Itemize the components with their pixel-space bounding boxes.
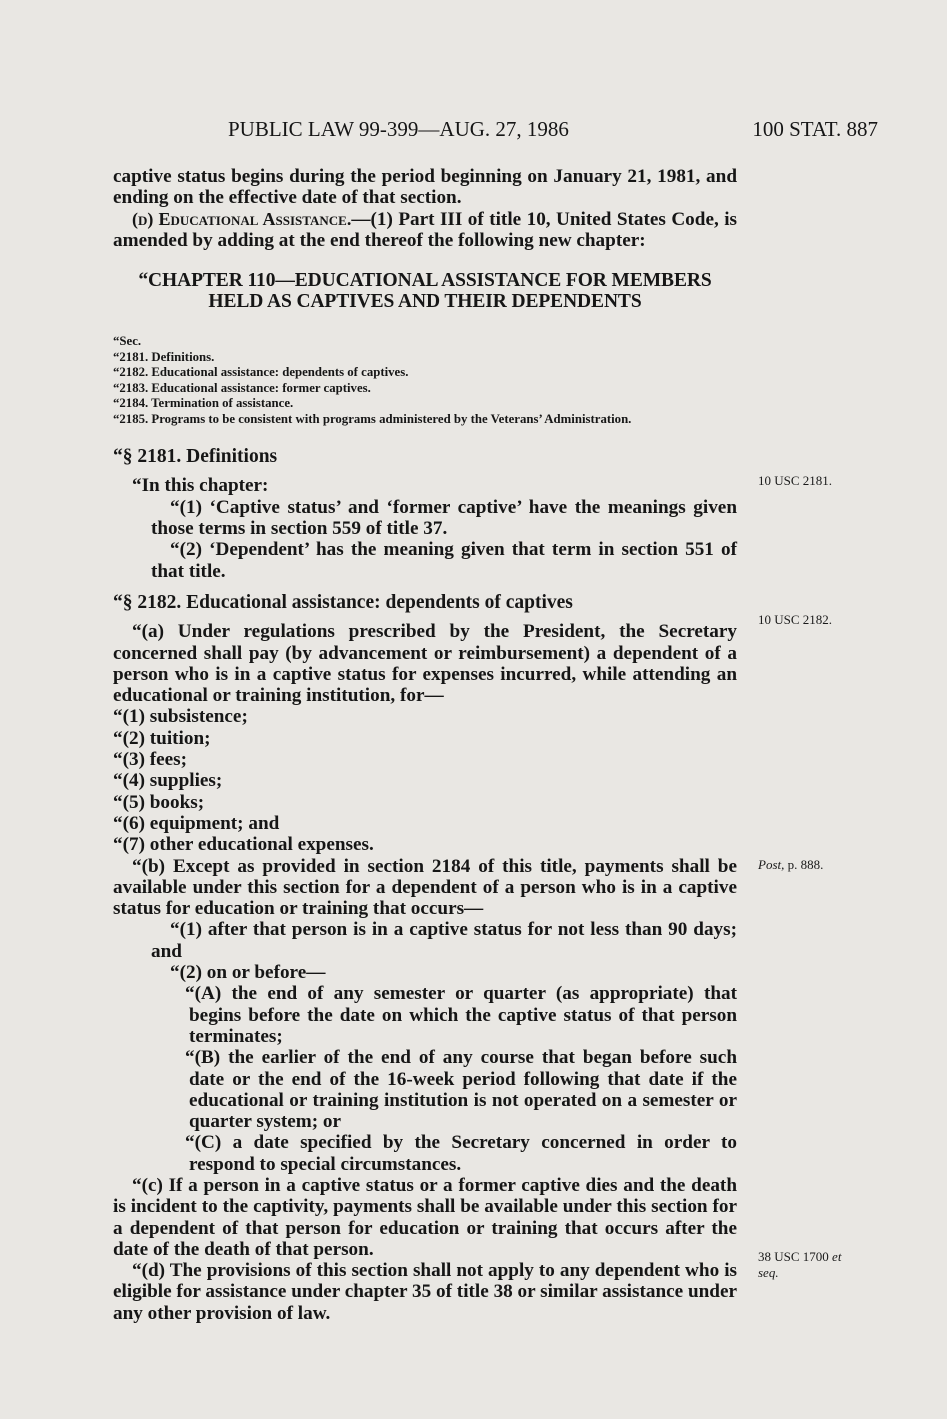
section-table-of-contents: [113, 334, 737, 427]
subsection-b-clause-c: “(C) a date specified by the Secretary concerned in order to respond to special circumstances.: [185, 1132, 737, 1175]
toc-item: “2181. Definitions.: [113, 349, 215, 364]
expense-list-item: “(7) other educational expenses.: [113, 834, 374, 856]
subsection-b-para-1: “(1) after that person is in a captive status for not less than 90 days; and: [151, 919, 737, 962]
expense-list-item: “(4) supplies;: [113, 770, 223, 792]
margin-note-10-usc-2181: 10 USC 2181.: [758, 473, 833, 488]
chapter-title: [113, 270, 737, 312]
margin-note-post-reference: [758, 857, 823, 873]
section-2182-subsection-a: “(a) Under regulations prescribed by the President, the Secretary concerned shall pay (by advancement or reimbursement) a dependent of a person who is in a captive status for expenses incurred, while attending an educational or training institution, for—: [113, 621, 737, 707]
subsection-b-para-2: “(2) on or before—: [170, 962, 326, 984]
margin-note-38-usc-et: et: [828, 1249, 842, 1264]
section-2181-intro: “In this chapter:: [132, 475, 269, 497]
expense-list-item: “(5) books;: [113, 791, 205, 813]
margin-note-38-usc-1700: [758, 1249, 841, 1281]
main-text: [113, 166, 737, 1324]
expense-list-item: “(6) equipment; and: [113, 812, 280, 834]
toc-item: “2183. Educational assistance: former captives.: [113, 380, 371, 395]
chapter-title-line-1: “CHAPTER 110—EDUCATIONAL ASSISTANCE FOR MEMBERS: [138, 270, 712, 292]
toc-sec-label: “Sec.: [113, 334, 142, 349]
toc-item: “2185. Programs to be consistent with programs administered by the Veterans’ Administration.: [113, 411, 632, 426]
margin-note-post-italic: Post,: [758, 857, 785, 872]
section-2181-para-1: “(1) ‘Captive status’ and ‘former captive’ have the meanings given those terms in section 559 of title 37.: [151, 496, 737, 540]
expense-list-item: “(2) tuition;: [113, 727, 211, 749]
section-2182-subsection-b: “(b) Except as provided in section 2184 of this title, payments shall be available under this section for a dependent of a person who is in a captive status for education or training that occurs—: [113, 855, 737, 920]
margin-note-38-usc-seq: seq.: [758, 1265, 779, 1280]
subsection-d-text: —(1) Part III of title 10, United States Code, is amended by adding at the end thereof the following new chapter:: [113, 208, 737, 251]
margin-note-38-usc-text: 38 USC 1700: [758, 1249, 829, 1264]
section-2182-subsection-d: “(d) The provisions of this section shall not apply to any dependent who is eligible for assistance under chapter 35 of title 38 or similar assistance under any other provision of law.: [113, 1260, 737, 1324]
section-2182-subsection-c: “(c) If a person in a captive status or a former captive dies and the death is incident to the captivity, payments shall be available under this section for a dependent of that person for education or training that occurs after the date of the death of that person.: [113, 1174, 737, 1260]
page-header-stat: 100 STAT. 887: [752, 117, 878, 141]
toc-item: “2182. Educational assistance: dependents of captives.: [113, 365, 409, 380]
chapter-title-line-2: HELD AS CAPTIVES AND THEIR DEPENDENTS: [208, 291, 642, 313]
subsection-d-label: (d) Educational Assistance.: [132, 208, 352, 229]
subsection-b-clause-b: “(B) the earlier of the end of any course that began before such date or the end of the 16-week period following that date if the educational or training institution is not operated on a semester or quarter system; or: [185, 1047, 737, 1133]
section-2181-para-2: “(2) ‘Dependent’ has the meaning given that term in section 551 of that title.: [151, 539, 737, 582]
page-header-title: PUBLIC LAW 99-399—AUG. 27, 1986: [228, 117, 569, 141]
toc-item: “2184. Termination of assistance.: [113, 396, 294, 411]
expense-list-item: “(1) subsistence;: [113, 706, 248, 728]
expense-list-item: “(3) fees;: [113, 749, 188, 771]
section-2181-heading: “§ 2181. Definitions: [113, 446, 278, 468]
margin-note-10-usc-2182: 10 USC 2182.: [758, 612, 833, 627]
section-2182-heading: “§ 2182. Educational assistance: dependents of captives: [113, 591, 573, 613]
margin-note-post-page: p. 888.: [784, 857, 824, 872]
intro-paragraph-1: captive status begins during the period beginning on January 21, 1981, and ending on the effective date of that section.: [113, 166, 737, 209]
intro-paragraph-2: [113, 209, 737, 252]
subsection-b-clause-a: “(A) the end of any semester or quarter (as appropriate) that begins before the date on which the captive status of that person terminates;: [185, 983, 737, 1047]
